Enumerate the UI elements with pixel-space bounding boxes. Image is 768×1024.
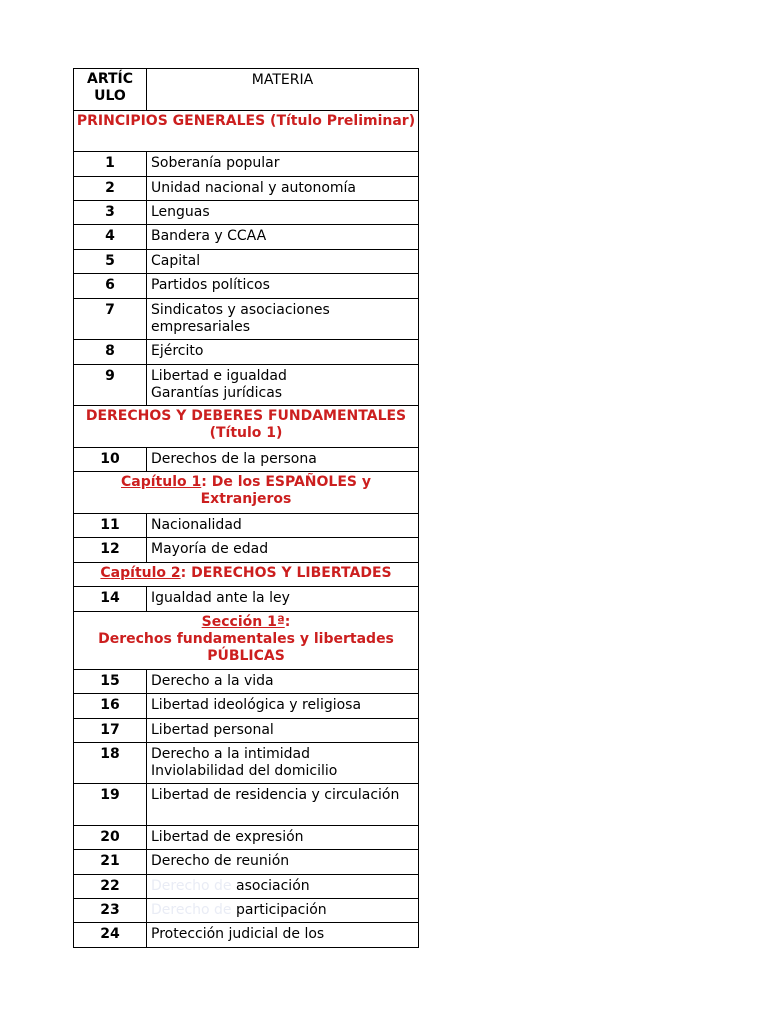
table-row xyxy=(74,670,419,694)
article-number: 11 xyxy=(74,514,147,538)
table-row xyxy=(74,177,419,201)
table-row xyxy=(74,923,419,948)
article-number: 7 xyxy=(74,299,147,340)
article-number: 3 xyxy=(74,201,147,225)
header-articulo: ARTÍC ULO xyxy=(74,69,147,111)
section-derechos-deberes: DERECHOS Y DEBERES FUNDAMENTALES (Título 1) xyxy=(74,406,419,448)
table-row xyxy=(74,899,419,923)
table-row xyxy=(74,152,419,177)
table-row xyxy=(74,538,419,563)
section-principios: PRINCIPIOS GENERALES (Título Preliminar) xyxy=(74,111,419,152)
article-subject: Protección judicial de los xyxy=(147,923,419,948)
article-subject: Bandera y CCAA xyxy=(147,225,419,250)
article-subject: Sindicatos y asociaciones empresariales xyxy=(147,299,419,340)
table-header-row xyxy=(74,69,419,111)
section-row xyxy=(74,406,419,448)
seccion-1-title: Derechos fundamentales y libertades PÚBLICAS xyxy=(98,631,394,664)
article-subject: Igualdad ante la ley xyxy=(147,587,419,612)
article-number: 23 xyxy=(74,899,147,923)
table-row xyxy=(74,743,419,784)
article-number: 20 xyxy=(74,826,147,850)
article-number: 6 xyxy=(74,274,147,299)
article-subject-line: Libertad e igualdad xyxy=(151,368,287,384)
article-subject: Unidad nacional y autonomía xyxy=(147,177,419,201)
article-subject: Lenguas xyxy=(147,201,419,225)
article-number: 22 xyxy=(74,875,147,899)
article-subject xyxy=(147,875,419,899)
article-subject-text: participación xyxy=(236,902,327,918)
article-subject: Libertad personal xyxy=(147,719,419,743)
table-row xyxy=(74,826,419,850)
capitulo-1-title: : De los ESPAÑOLES y Extranjeros xyxy=(200,474,371,507)
article-number: 12 xyxy=(74,538,147,563)
article-subject xyxy=(147,743,419,784)
table-row xyxy=(74,514,419,538)
table-row xyxy=(74,850,419,875)
article-number: 9 xyxy=(74,365,147,406)
article-number: 5 xyxy=(74,250,147,274)
section-seccion-1 xyxy=(74,612,419,670)
article-subject: Mayoría de edad xyxy=(147,538,419,563)
capitulo-2-title: : DERECHOS Y LIBERTADES xyxy=(180,565,392,581)
article-number: 14 xyxy=(74,587,147,612)
seccion-1-link[interactable]: Sección 1ª xyxy=(201,614,285,630)
article-number: 19 xyxy=(74,784,147,826)
table-row xyxy=(74,201,419,225)
article-number: 8 xyxy=(74,340,147,365)
article-subject: Partidos políticos xyxy=(147,274,419,299)
article-subject: Derecho de reunión xyxy=(147,850,419,875)
table-row xyxy=(74,694,419,719)
article-subject-line: Garantías jurídicas xyxy=(151,385,283,401)
article-subject: Derecho a la vida xyxy=(147,670,419,694)
section-capitulo-2 xyxy=(74,563,419,587)
section-row xyxy=(74,563,419,587)
article-number: 1 xyxy=(74,152,147,177)
article-number: 10 xyxy=(74,448,147,472)
section-capitulo-1 xyxy=(74,472,419,514)
table-row xyxy=(74,448,419,472)
article-subject: Ejército xyxy=(147,340,419,365)
capitulo-2-link[interactable]: Capítulo 2 xyxy=(100,565,181,581)
article-subject-text: asociación xyxy=(236,878,310,894)
table-row xyxy=(74,274,419,299)
article-number: 16 xyxy=(74,694,147,719)
article-subject: Libertad de expresión xyxy=(147,826,419,850)
section-row xyxy=(74,472,419,514)
article-subject: Capital xyxy=(147,250,419,274)
table-row xyxy=(74,340,419,365)
article-subject-line: Derecho a la intimidad xyxy=(151,746,311,762)
article-subject: Libertad ideológica y religiosa xyxy=(147,694,419,719)
article-subject-line: Inviolabilidad del domicilio xyxy=(151,763,338,779)
faded-text: Derecho de xyxy=(151,878,236,894)
table-row xyxy=(74,784,419,826)
table-row xyxy=(74,365,419,406)
article-number: 18 xyxy=(74,743,147,784)
article-number: 17 xyxy=(74,719,147,743)
article-number: 21 xyxy=(74,850,147,875)
table-row xyxy=(74,299,419,340)
faded-text: Derecho de xyxy=(151,902,236,918)
article-subject: Derechos de la persona xyxy=(147,448,419,472)
article-subject: Nacionalidad xyxy=(147,514,419,538)
table-row xyxy=(74,587,419,612)
article-number: 4 xyxy=(74,225,147,250)
article-subject xyxy=(147,365,419,406)
capitulo-1-link[interactable]: Capítulo 1 xyxy=(121,474,202,490)
table-row xyxy=(74,719,419,743)
header-materia: MATERIA xyxy=(147,69,419,111)
article-number: 24 xyxy=(74,923,147,948)
section-row xyxy=(74,111,419,152)
article-number: 15 xyxy=(74,670,147,694)
table-row xyxy=(74,250,419,274)
article-subject xyxy=(147,899,419,923)
articles-table xyxy=(73,68,419,948)
table-row xyxy=(74,875,419,899)
article-subject: Soberanía popular xyxy=(147,152,419,177)
table-row xyxy=(74,225,419,250)
seccion-1-colon: : xyxy=(284,614,291,630)
article-subject: Libertad de residencia y circulación xyxy=(147,784,419,826)
section-row xyxy=(74,612,419,670)
article-number: 2 xyxy=(74,177,147,201)
